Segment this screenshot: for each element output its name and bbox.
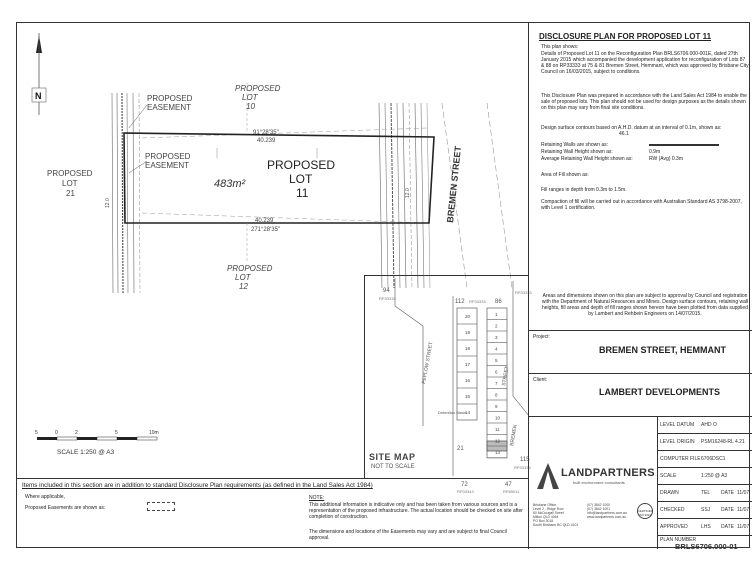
svg-text:10m: 10m [149,430,159,436]
title-block-row: SCALE 1:250 @ A3 [657,467,752,484]
svg-text:5: 5 [35,430,38,436]
lot-area: 483m² [214,178,246,190]
contours-note: Design surface contours based on A.H.D. datum at an interval of 0.1m, shown as: [541,125,722,131]
site-map-lot-number: 1 [495,311,498,317]
distance-top: 40.239 [257,138,276,144]
intro: This plan shows: [541,44,579,50]
site-map-lot-number: 4 [495,346,498,352]
easement-label-mid: PROPOSED EASEMENT [145,152,191,170]
project-label: Project: [533,334,550,340]
site-map-lot-number: 5 [495,357,498,363]
svg-text:72: 72 [461,482,468,488]
title-block-row: LEVEL DATUM AHD O [657,416,752,433]
street-name: BREMEN STREET [445,145,464,224]
lot10-label: PROPOSED LOT 10 [235,84,281,111]
site-map-subtitle: NOT TO SCALE [371,464,415,470]
notes-panel [528,23,751,549]
retaining-height-sample: 0.9m [649,149,661,155]
site-map-lot-number: 7 [495,380,498,386]
site-map-lot-number: 8 [495,392,498,398]
svg-text:RP33343: RP33343 [457,489,474,494]
lot12-label: PROPOSED LOT 12 [227,264,273,291]
company-address: Brisbane Office Level 2 - Ridge Row 60 McDougall Street Milton QLD 4064 PO Box 3018 South Brisbane BC QLD 4101 [533,503,579,527]
svg-text:STREET: STREET [501,365,511,387]
bottom-notes [17,478,528,549]
svg-text:112: 112 [455,299,465,305]
svg-text:RP33333: RP33333 [469,299,486,304]
plan-number-row: PLAN NUMBER BRLS6706.000-01 [657,535,752,549]
land-sales-act: This Disclosure Plan was prepared in accordance with the Land Sales Act 1984 to enable the sale of proposed lots. This plan should not be used for design purposes as the details shown on this plan may vary from final site conditions. [541,93,747,111]
lot11-label: PROPOSED LOT 11 [267,158,336,200]
svg-text:21: 21 [457,446,464,452]
details: Details of Proposed Lot 11 on the Reconfiguration Plan BRLS6706.000-001E, dated 27th January 2015 which accompanied the development application for reconfiguration of Lots 87 & 88 on RP33333 at 75 & 81 Bremen Street, Hemmant, which was approved by Brisbane City Council on 16/03/2015, subject to conditions. [541,51,749,75]
north-label: N [35,91,42,101]
avg-height-sample: RW (Avg) 0.3m [649,156,683,162]
site-map-lot-number: 19 [465,330,471,335]
lot21-label: PROPOSED LOT 21 [47,169,93,198]
client-name: LAMBERT DEVELOPMENTS [599,387,721,397]
site-map-lot-number: 14 [465,410,471,415]
svg-text:SCALE 1:250 @ A3: SCALE 1:250 @ A3 [57,449,115,456]
side-dim-left: 12.0 [105,198,111,208]
easement-label-top: PROPOSED EASEMENT [147,94,193,112]
retaining-wall-symbol [649,144,719,147]
note-1: This additional information is indicative only and has been taken from various sources and is a representation of the proposed infrastructure. The actual location should be checked on site after completion of construction. [309,502,523,520]
site-map-lot-number: 6 [495,369,498,375]
svg-text:0: 0 [55,430,58,436]
svg-text:RP33333: RP33333 [379,296,396,301]
company-contact: (07) 3842 1000 (07) 3842 1001 info@landpartners.com.au www.landpartners.com.au [587,503,627,519]
areas-dims: Areas and dimensions shown on this plan are subject to approval by Council and registration with the Department of Natural Resources and Mines. Design surface contours, retaining wall heights, fill areas and depth of fill ranges shown hereon have been plotted from data supplied by Lambert and Rehbein Engineers on 14/07/2015. [541,293,749,317]
company-logo: LANDPARTNERS built environment consultants [537,459,655,495]
site-map-lot-number: 2 [495,323,498,329]
retaining-height: Retaining Wall Height shown as: [541,149,613,155]
project-name: BREMEN STREET, HEMMANT [599,345,727,355]
compaction: Compaction of fill will be carried out in accordance with Australian Standard AS 3798-2007, with Level 1 certification. [541,199,742,211]
cert-badge: CERTIFIED ISO 9001 [637,503,653,519]
site-map-lot-number: 10 [495,415,501,421]
title-block-row: CHECKED SSJ DATE 11/07 [657,501,752,518]
panel-title: DISCLOSURE PLAN FOR PROPOSED LOT 11 [539,32,712,41]
site-map-lot-number: 17 [465,362,471,367]
fill-range: Fill ranges in depth from 0.3m to 1.5m. [541,187,627,193]
distance-bottom: 40.239 [255,218,274,224]
svg-text:5: 5 [115,430,118,436]
client-label: Client: [533,377,548,383]
svg-text:PEPLOW STREET: PEPLOW STREET [421,341,435,385]
site-map-lot-number: 3 [495,334,498,340]
site-map-lot-number: 18 [465,346,471,351]
scale-bar [35,430,159,456]
title-block-row: LEVEL ORIGIN PSM16248-RL 4.21 [657,433,752,450]
contour-sample: 46.1 [619,131,629,137]
svg-text:94: 94 [383,288,390,294]
site-map-inset [364,275,532,494]
site-map-lot-number: 15 [465,394,471,399]
avg-height: Average Retaining Wall Height shown as: [541,156,633,162]
retaining-walls: Retaining Walls are shown as: [541,142,609,148]
bottom-heading: Items included in this section are in addition to standard Disclosure Plan requirements (as defined in the Land Sales Act 1984) [22,482,373,489]
svg-text:Detention Basin: Detention Basin [438,410,467,415]
drawing-sheet [16,22,750,551]
site-map-lot-number: 20 [465,314,471,319]
site-map-lot-number: 13 [495,449,501,455]
svg-text:RP33333: RP33333 [514,465,531,470]
site-map-title: SITE MAP [369,452,416,462]
easement-symbol [147,502,175,511]
title-block-row: APPROVED LHS DATE 11/07 [657,518,752,535]
svg-text:RP33333: RP33333 [515,290,532,295]
side-dim-right: 12.0 [405,188,411,198]
bearing-bottom: 271°28'35" [251,227,281,233]
title-block-row: COMPUTER FILE 6706DSC1 [657,450,752,467]
svg-text:115: 115 [520,457,530,463]
svg-text:2: 2 [75,430,78,436]
where-applicable: Where applicable, [25,494,66,500]
bearing-top: 91°28'35" [253,130,279,136]
svg-text:86: 86 [495,299,502,305]
site-map-lot-number: 9 [495,403,498,409]
svg-text:BREMEN: BREMEN [509,424,519,447]
easements-legend: Proposed Easements are shown as: [25,505,106,511]
site-map-lot-number: 16 [465,378,471,383]
svg-text:RP89011: RP89011 [503,489,520,494]
site-map-lot-number: 12 [495,438,501,444]
note-label: NOTE: [309,495,325,501]
note-2: The dimensions and locations of the Easements may vary and are subject to final Council approval. [309,529,507,541]
svg-text:47: 47 [505,482,512,488]
title-block-row: DRAWN TEL DATE 11/07 [657,484,752,501]
site-map-lot-number: 11 [495,426,500,432]
fill-area: Area of Fill shown as: [541,172,589,178]
